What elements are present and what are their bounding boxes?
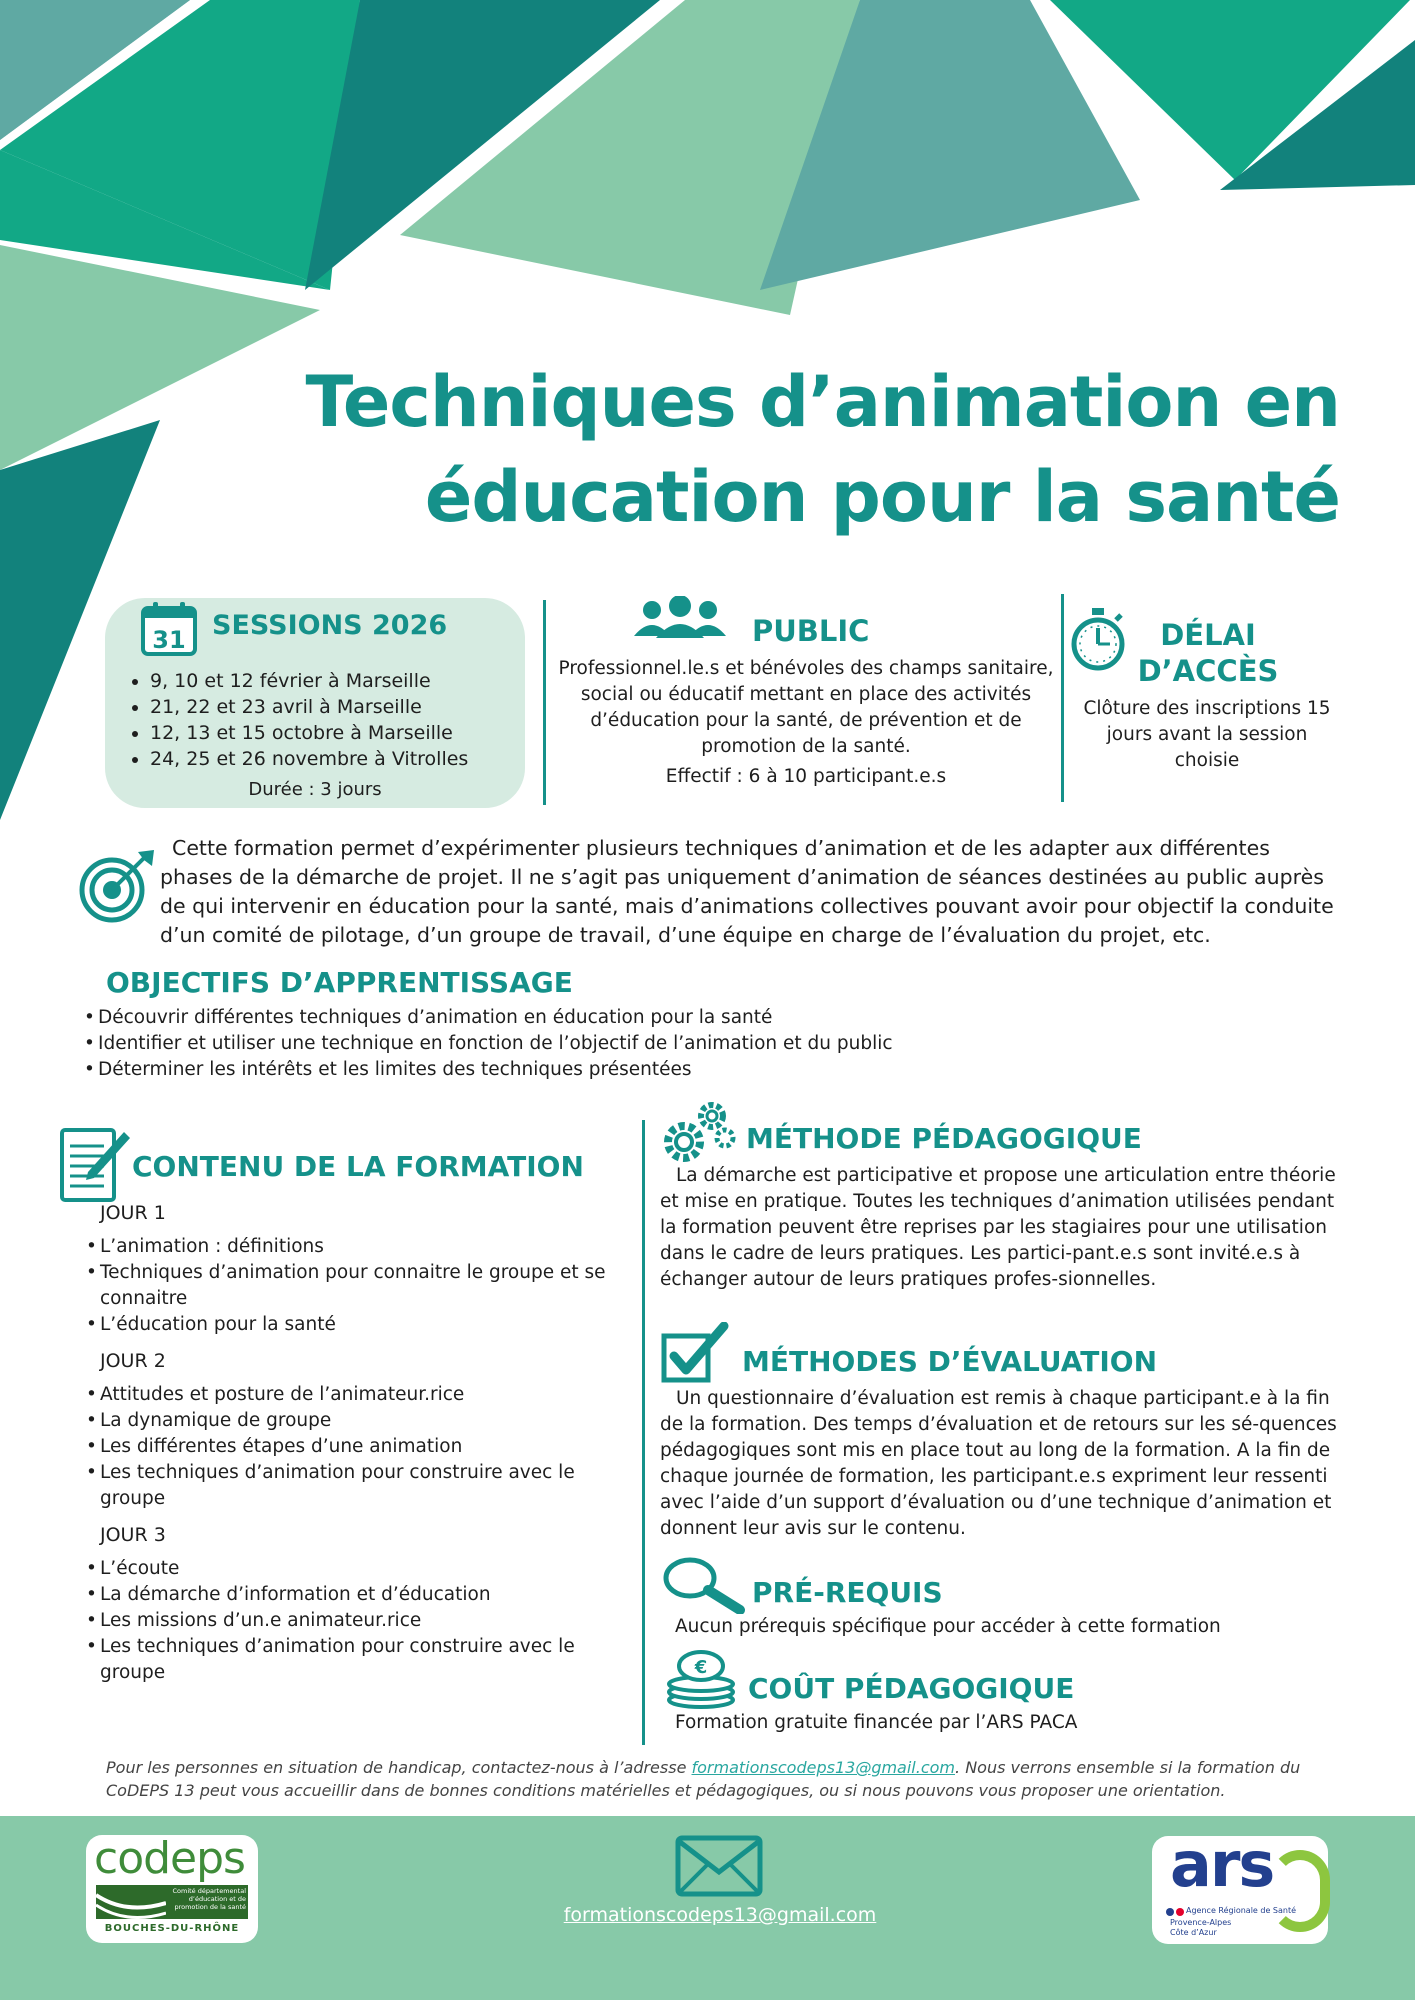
methode-text: La démarche est participative et propose une articulation entre théorie et mise en pratique. Toutes les techniques d’animation utilisées pendant la formation peuvent être reprises par les stagiaires pour une utilisation dans le cadre de leurs pratiques. Les partici-pant.e.s sont invité.e.s à échanger autour de leurs pratiques profes-sionnelles.: [660, 1165, 1336, 1290]
delai-heading-line-1: DÉLAI: [1160, 618, 1256, 652]
ars-logo-tagline-1: Agence Régionale de Santé: [1186, 1906, 1297, 1915]
calendar-icon: [140, 600, 198, 658]
magnifier-icon: [660, 1556, 748, 1614]
handicap-after: . Nous verrons ensemble si la formation du CoDEPS 13 peut vous accueillir dans de bonnes conditions matérielles et pédagogiques, ou si nous pouvons vous proposer une orientation.: [106, 1758, 1301, 1800]
public-effectif: Effectif : 6 à 10 participant.e.s: [665, 766, 947, 787]
codeps-logo-region: BOUCHES-DU-RHÔNE: [104, 1923, 240, 1934]
delai-text: Clôture des inscriptions 15 jours avant la session choisie: [1083, 698, 1331, 771]
calendar-day: 31: [152, 626, 186, 654]
footer-email-link[interactable]: formationscodeps13@gmail.com: [563, 1904, 877, 1926]
intro-text: Cette formation permet d’expérimenter plusieurs techniques d’animation et de les adapter aux différentes phases de la démarche de projet. Il ne s’agit pas uniquement d’animation de séances destinées au public auprès de qui intervenir en éducation pour la santé, mais d’animations collectives pouvant avoir pour objectif la conduite d’un comité de pilotage, d’un groupe de travail, d’une équipe en charge de l’évaluation du projet, etc.: [160, 836, 1334, 947]
evaluation-text: Un questionnaire d’évaluation est remis à chaque participant.e à la fin de la formation. Des temps d’évaluation et de retours sur les sé-quences pédagogiques sont mis en place tout au long de la formation. A la fin de chaque journée de formation, les participant.e.s expriment leur ressenti avec l’aide d’un support d’évaluation ou d’une technique d’animation et donnent leur avis sur le contenu.: [660, 1388, 1337, 1539]
ars-logo-tagline-2: Provence-Alpes: [1170, 1918, 1232, 1927]
notepad-pen-icon: [58, 1124, 132, 1204]
handicap-email-link[interactable]: formationscodeps13@gmail.com: [691, 1758, 956, 1777]
stopwatch-icon: [1068, 606, 1128, 672]
day-item: • Les techniques d’animation pour construire avec le groupe: [86, 1634, 626, 1686]
day-label: JOUR 3: [100, 1524, 166, 1546]
day-item: • Attitudes et posture de l’animateur.rice: [86, 1382, 626, 1408]
title-line-2: éducation pour la santé: [424, 456, 1340, 538]
day-item: • Les missions d’un.e animateur.rice: [86, 1608, 626, 1634]
title-line-1: Techniques d’animation en: [305, 361, 1340, 443]
sessions-list: [110, 668, 560, 772]
svg-text:€: €: [694, 1657, 708, 1678]
objectif-item: • Découvrir différentes techniques d’animation en éducation pour la santé: [84, 1005, 1084, 1031]
objectif-item: • Identifier et utiliser une technique en fonction de l’objectif de l’animation et du public: [84, 1031, 1084, 1057]
contenu-days: [86, 1200, 626, 1686]
delai-heading-line-2: D’ACCÈS: [1137, 654, 1279, 688]
day-label: JOUR 1: [100, 1202, 166, 1224]
ars-logo-name: ars: [1170, 1828, 1274, 1901]
gears-icon: [660, 1100, 740, 1166]
ars-logo-tagline-3: Côte d’Azur: [1170, 1928, 1217, 1937]
divider-3: [642, 1120, 645, 1745]
evaluation-heading: MÉTHODES D’ÉVALUATION: [742, 1345, 1158, 1378]
coins-icon: [664, 1648, 738, 1710]
day-items-list: [86, 1382, 626, 1512]
session-item: • 21, 22 et 23 avril à Marseille: [150, 694, 560, 720]
ars-logo: [1152, 1828, 1328, 1944]
day-item: • Les différentes étapes d’une animation: [86, 1434, 626, 1460]
delai-heading: [1128, 617, 1288, 689]
session-item: • 24, 25 et 26 novembre à Vitrolles: [150, 746, 560, 772]
codeps-logo-tagline: Comité départemental d’éducation et de promotion de la santé: [172, 1887, 246, 1911]
objectifs-list: [84, 1005, 1084, 1083]
codeps-logo-name: codeps: [94, 1833, 245, 1884]
prerequis-heading: PRÉ-REQUIS: [752, 1576, 943, 1609]
day-items-list: [86, 1556, 626, 1686]
cout-text: Formation gratuite financée par l’ARS PACA: [675, 1712, 1078, 1733]
page-title: [230, 355, 1340, 545]
objectifs-heading: OBJECTIFS D’APPRENTISSAGE: [106, 966, 573, 999]
handicap-before: Pour les personnes en situation de handicap, contactez-nous à l’adresse: [106, 1758, 692, 1777]
divider-2: [1061, 594, 1064, 802]
codeps-logo: [86, 1835, 258, 1943]
target-icon: [78, 848, 156, 926]
day-item: • La dynamique de groupe: [86, 1408, 626, 1434]
divider-1: [543, 600, 546, 805]
objectif-item: • Déterminer les intérêts et les limites des techniques présentées: [84, 1057, 1084, 1083]
envelope-icon[interactable]: [674, 1834, 764, 1898]
public-heading: PUBLIC: [752, 614, 870, 648]
public-text: Professionnel.le.s et bénévoles des champs sanitaire, social ou éducatif mettant en place des activités d’éducation pour la santé, de prévention et de promotion de la santé.: [558, 658, 1054, 757]
session-item: • 9, 10 et 12 février à Marseille: [150, 668, 560, 694]
day-item: • L’animation : définitions: [86, 1234, 626, 1260]
handicap-note: [106, 1756, 1336, 1802]
day-label: JOUR 2: [100, 1350, 166, 1372]
day-items-list: [86, 1234, 626, 1338]
day-item: • La démarche d’information et d’éducation: [86, 1582, 626, 1608]
checkbox-icon: [660, 1322, 732, 1384]
day-item: • Les techniques d’animation pour construire avec le groupe: [86, 1460, 626, 1512]
contenu-heading: CONTENU DE LA FORMATION: [132, 1150, 584, 1183]
people-icon: [630, 596, 730, 646]
cout-heading: COÛT PÉDAGOGIQUE: [748, 1672, 1075, 1705]
methode-heading: MÉTHODE PÉDAGOGIQUE: [746, 1122, 1142, 1155]
day-item: • Techniques d’animation pour connaitre le groupe et se connaitre: [86, 1260, 626, 1312]
sessions-duration: Durée : 3 jours: [248, 779, 382, 800]
prerequis-text: Aucun prérequis spécifique pour accéder à cette formation: [675, 1616, 1221, 1637]
day-item: • L’écoute: [86, 1556, 626, 1582]
session-item: • 12, 13 et 15 octobre à Marseille: [150, 720, 560, 746]
sessions-heading: SESSIONS 2026: [212, 610, 448, 641]
day-item: • L’éducation pour la santé: [86, 1312, 626, 1338]
